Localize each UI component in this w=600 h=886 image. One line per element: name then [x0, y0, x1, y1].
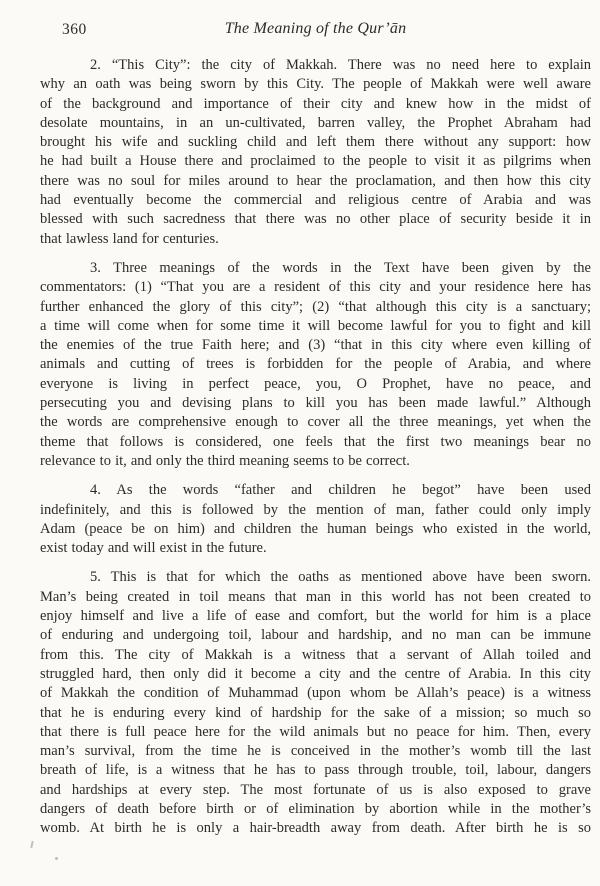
text-line: blessed with such sacredness that there was no other place of security beside it in [40, 211, 591, 228]
text-line: 3. Three meanings of the words in the Text have been given by the [90, 259, 591, 276]
text-line: commentators: (1) “That you are a resident of this city and your residence here has [40, 279, 591, 296]
text-line: a time will come when for some time it will become lawful for you to fight and kill [40, 317, 591, 334]
text-line: Man’s being created in toil means that man in this world has not been created to [40, 588, 591, 605]
text-line: exist today and will exist in the future. [40, 540, 267, 557]
text-line: that there is full peace here for the wild animals but no peace for him. Then, every [40, 723, 591, 740]
text-line: of enduring and undergoing toil, labour and hardship, and no man can be immune [40, 627, 591, 644]
text-line: of the background and importance of their city and knew how in the midst of [40, 95, 591, 112]
text-line: 4. As the words “father and children he begot” have been used [90, 482, 591, 499]
text-line: further enhanced the glory of this city”; (2) “that although this city is a sanctuary; [40, 298, 591, 315]
text-line: that he is enduring every kind of hardship for the sake of a mission; so much so [40, 704, 591, 721]
text-line: had eventually become the commercial and religious centre of Arabia and was [40, 192, 591, 209]
text-line: Adam (peace be on him) and children the human beings who existed in the world, [40, 520, 591, 537]
text-line: theme that follows is considered, one feels that the first two meanings bear no [40, 433, 591, 450]
paragraph [40, 56, 591, 249]
text-line: there was no soul for miles around to hear the proclamation, and then how this city [40, 172, 591, 189]
paragraph [40, 481, 591, 558]
text-line: womb. At birth he is only a hair-breadth away from death. After birth he is so [40, 820, 591, 837]
text-line: and hardships at every step. The most fortunate of us is also exposed to grave [40, 781, 591, 798]
text-line: animals and cutting of trees is forbidden for the people of Arabia, and where [40, 356, 591, 373]
text-line: he had built a House there and proclaimed to the people to visit it as pilgrims when [40, 153, 591, 170]
text-line: dangers of death before birth or of elimination by abortion while in the mother’s [40, 800, 591, 817]
text-line: indefinitely, and this is followed by the mention of man, father could only imply [40, 501, 591, 518]
paragraph [40, 568, 591, 838]
text-line: the words are comprehensive enough to cover all the three meanings, yet when the [40, 414, 591, 431]
scan-speck-tick [30, 841, 33, 848]
text-line: desolate mountains, in an un-cultivated, barren valley, the Prophet Abraham had [40, 114, 591, 131]
page-header-title: The Meaning of the Qur’ān [224, 20, 407, 37]
text-line: enjoy himself and live a life of ease and comfort, but the world for him is a place [40, 608, 591, 625]
text-line: from this. The city of Makkah is a witness that a servant of Allah toiled and [40, 646, 591, 663]
text-line: relevance to it, and only the third meaning seems to be correct. [40, 452, 410, 469]
text-line: that lawless land for centuries. [40, 230, 219, 247]
text-line: brought his wife and suckling child and left them there without any support: how [40, 134, 591, 151]
page-number: 360 [62, 21, 87, 38]
scan-speck-dot [55, 857, 58, 860]
text-line: struggled hard, then only did it become a city and the centre of Arabia. In this city [40, 665, 591, 682]
text-line: 5. This is that for which the oaths as mentioned above have been sworn. [90, 569, 591, 586]
text-line: man’s survival, from the time he is conceived in the mother’s womb till the last [40, 743, 591, 760]
text-line: persecuting you and devising plans to kill you has been made lawful.” Although [40, 395, 591, 412]
text-line: 2. “This City”: the city of Makkah. There was no need here to explain [90, 57, 591, 73]
text-line: the enemies of the true Faith here; and (3) “that in this city where even killing of [40, 337, 591, 354]
page-content [40, 56, 591, 849]
text-line: of Makkah the condition of Muhammad (upon whom be Allah’s peace) is a witness [40, 685, 591, 702]
paragraph [40, 259, 591, 471]
text-line: why an oath was being sworn by this City. The people of Makkah were well aware [40, 76, 591, 93]
text-line: everyone is living in perfect peace, you, O Prophet, have no peace, and [40, 375, 591, 392]
text-line: breath of life, is a witness that he has to pass through trouble, toil, labour, dangers [40, 762, 591, 779]
